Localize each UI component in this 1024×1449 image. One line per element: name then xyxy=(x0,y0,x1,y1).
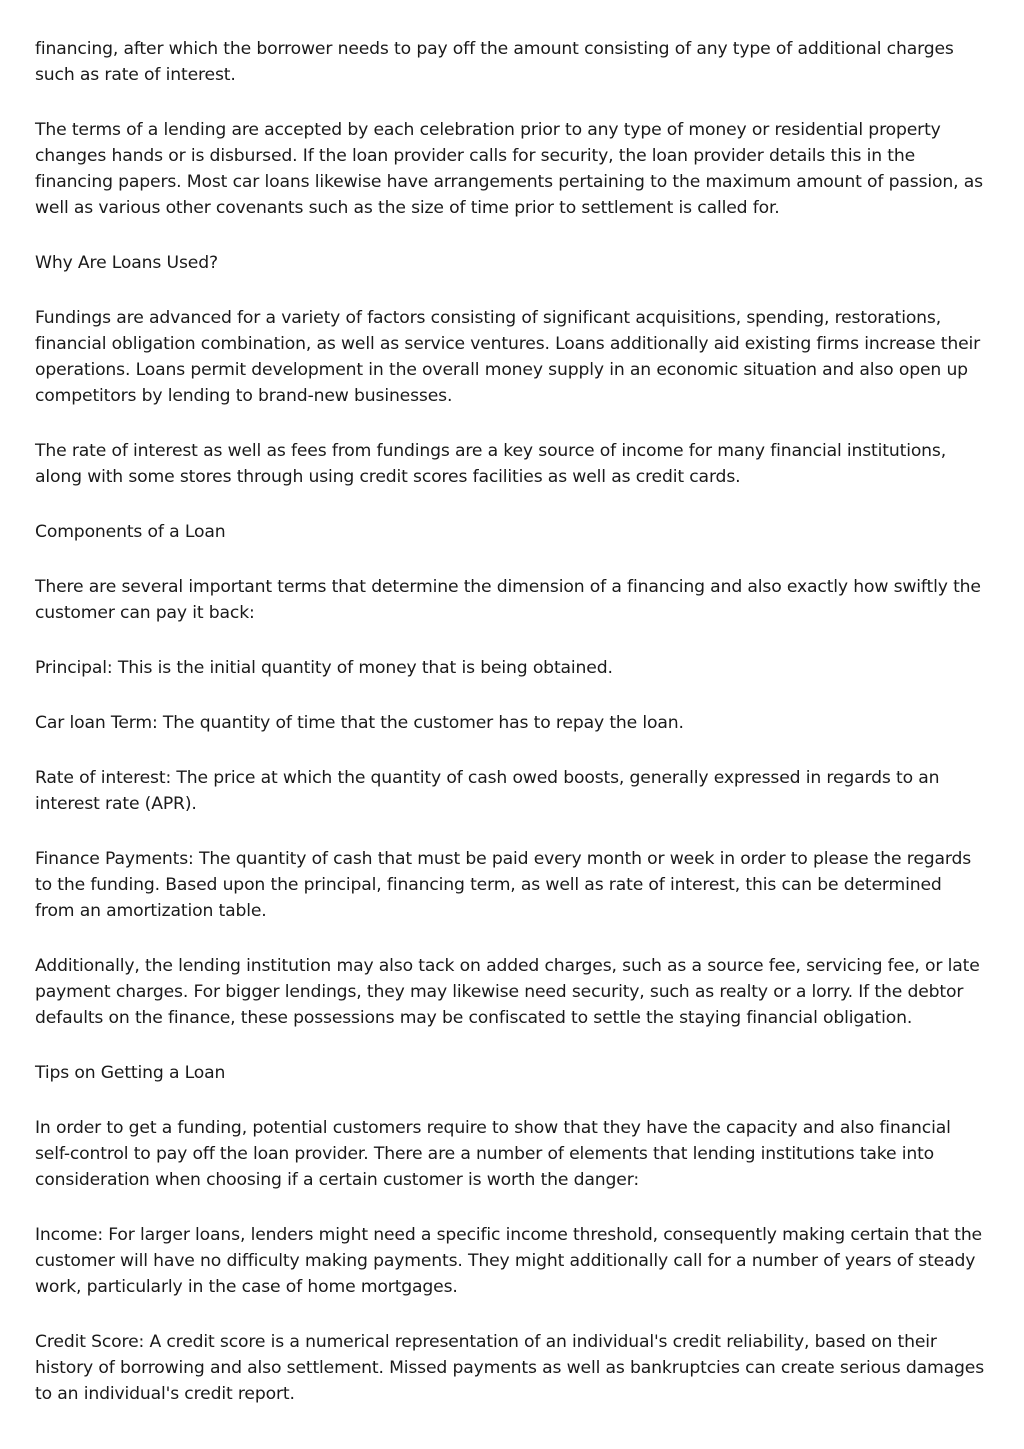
paragraph-continuation: financing, after which the borrower needs to pay off the amount consisting of any type of additional charges such as rate of interest. xyxy=(35,39,954,85)
paragraph-interest-income: The rate of interest as well as fees from fundings are a key source of income for many financial institutions, along with some stores through using credit scores facilities as well as credit cards. xyxy=(35,441,947,487)
paragraph-finance-payments: Finance Payments: The quantity of cash that must be paid every month or week in order to please the regards to the funding. Based upon the principal, financing term, as well as rate of interest, this can be determined from an amortization table. xyxy=(35,849,972,921)
paragraph-income: Income: For larger loans, lenders might need a specific income threshold, consequently making certain that the customer will have no difficulty making payments. They might additionally call for a number of years of steady work, particularly in the case of home mortgages. xyxy=(35,1225,982,1297)
paragraph-loan-purposes: Fundings are advanced for a variety of factors consisting of significant acquisitions, spending, restorations, financial obligation combination, as well as service ventures. Loans additionally aid existing firms increase their operations. Loans permit development in the overall money supply in an economic situation and also open up competitors by lending to brand-new businesses. xyxy=(35,308,981,406)
paragraph-loan-term: Car loan Term: The quantity of time that the customer has to repay the loan. xyxy=(35,713,684,733)
paragraph-additional-charges: Additionally, the lending institution may also tack on added charges, such as a source fee, servicing fee, or late payment charges. For bigger lendings, they may likewise need security, such as realty or a lorry. If the debtor defaults on the finance, these possessions may be confiscated to settle the staying financial obligation. xyxy=(35,956,980,1028)
paragraph-credit-score: Credit Score: A credit score is a numerical representation of an individual's credit reliability, based on their history of borrowing and also settlement. Missed payments as well as bankruptcies can create serious damages to an individual's credit report. xyxy=(35,1332,984,1404)
section-heading-why-loans-used: Why Are Loans Used? xyxy=(35,253,218,273)
section-heading-tips: Tips on Getting a Loan xyxy=(35,1063,226,1083)
paragraph-components-intro: There are several important terms that determine the dimension of a financing and also exactly how swiftly the customer can pay it back: xyxy=(35,577,981,623)
paragraph-loan-terms: The terms of a lending are accepted by each celebration prior to any type of money or residential property changes hands or is disbursed. If the loan provider calls for security, the loan provider details this in the financing papers. Most car loans likewise have arrangements pertaining to the maximum amount of passion, as well as various other covenants such as the size of time prior to settlement is called for. xyxy=(35,120,983,218)
paragraph-rate-of-interest: Rate of interest: The price at which the quantity of cash owed boosts, generally expressed in regards to an interest rate (APR). xyxy=(35,768,940,814)
paragraph-tips-intro: In order to get a funding, potential customers require to show that they have the capacity and also financial self-control to pay off the loan provider. There are a number of elements that lending institutions take into consideration when choosing if a certain customer is worth the danger: xyxy=(35,1118,951,1190)
section-heading-components: Components of a Loan xyxy=(35,522,226,542)
paragraph-principal: Principal: This is the initial quantity of money that is being obtained. xyxy=(35,658,613,678)
